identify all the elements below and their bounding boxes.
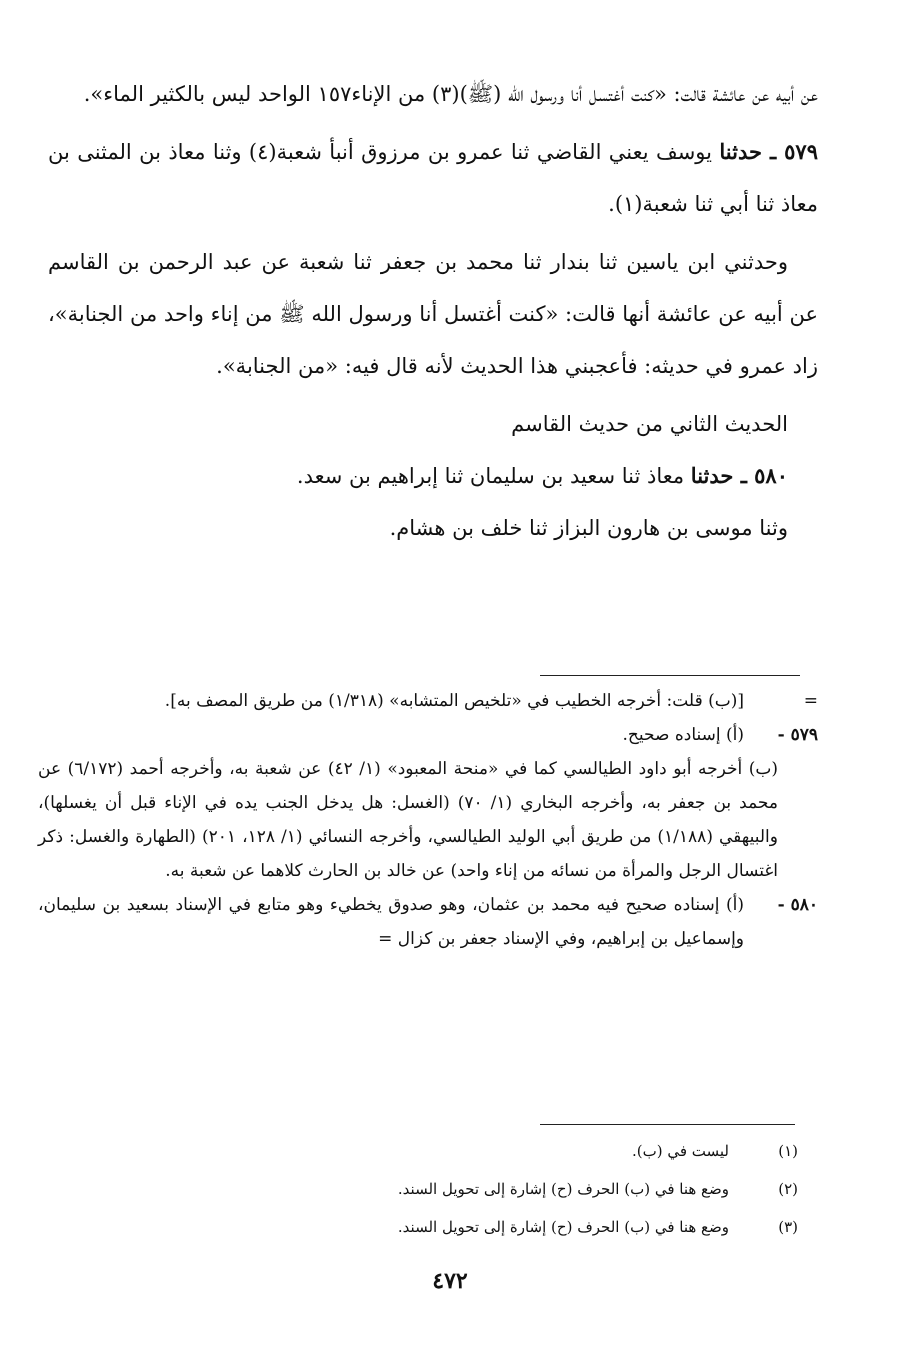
note-continuation — [38, 684, 818, 718]
note-579-a: (أ) إسناده صحيح. — [622, 725, 744, 745]
footnote-text: ليست في (ب). — [631, 1142, 729, 1160]
footnote-number: (٣) — [778, 1218, 798, 1236]
footnote-text: وضع هنا في (ب) الحرف (ح) إشارة إلى تحويل السند. — [397, 1180, 729, 1198]
hadith-579 — [48, 126, 818, 230]
hadith-579-number: ٥٧٩ ـ حدثنا — [719, 139, 818, 164]
footnotes — [238, 1132, 798, 1246]
note-continuation-text: [(ب) قلت: أخرجه الخطيب في «تلخيص المتشابه» (١/٣١٨) من طريق المصف به]. — [164, 691, 744, 711]
continuation-mark: = — [803, 691, 818, 711]
commentary-notes — [38, 684, 818, 956]
footnote-number: (١) — [778, 1142, 798, 1160]
note-580-number: ٥٨٠ - — [777, 895, 818, 915]
section-heading: الحديث الثاني من حديث القاسم — [511, 412, 788, 436]
footnote — [238, 1208, 798, 1246]
hadith-579-text: يوسف يعني القاضي ثنا عمرو بن مرزوق أنبأ شعبة(٤) وثنا معاذ بن المثنى بن معاذ ثنا أبي ثنا شعبة(١). — [48, 140, 818, 216]
paragraph-musa: وثنا موسى بن هارون البزاز ثنا خلف بن هشام. — [389, 516, 788, 540]
note-579-b-row — [38, 752, 818, 888]
main-text — [48, 68, 818, 554]
footnote-divider — [540, 1124, 795, 1125]
page-number: ٤٧٢ — [432, 1268, 468, 1294]
hadith-580 — [48, 450, 818, 502]
note-579-number: ٥٧٩ - — [777, 725, 818, 745]
footnote-text: وضع هنا في (ب) الحرف (ح) إشارة إلى تحويل السند. — [397, 1218, 729, 1236]
footnote — [238, 1170, 798, 1208]
note-579-b: (ب) أخرجه أبو داود الطيالسي كما في «منحة المعبود» (١/ ٤٢) عن شعبة به، وأخرجه أحمد (٦/١٧٢) عن محمد بن جعفر به، وأخرجه البخاري (١/ ٧٠) (الغسل: هل يدخل الجنب يده في الإناء قبل أن يغسلها)، والبيهقي (١/١٨٨) من طريق أبي الوليد الطيالسي، وأخرجه النسائي (١/ ١٢٨، ٢٠١) (الطهارة والغسل: ذكر اغتسال الرجل والمرأة من نسائه من إناء واحد) عن خالد بن الحارث كلاهما عن شعبة به. — [38, 759, 778, 881]
main-divider — [540, 675, 800, 676]
note-580-a: (أ) إسناده صحيح فيه محمد بن عثمان، وهو صدوق يخطيء وهو متابع في الإسناد بسعيد بن سليمان، وإسماعيل بن إبراهيم، وفي الإسناد جعفر بن كزال = — [38, 895, 744, 949]
paragraph-ibn-yasin: وحدثني ابن ياسين ثنا بندار ثنا محمد بن جعفر ثنا شعبة عن عبد الرحمن بن القاسم عن أبيه عن عائشة أنها قالت: «كنت أغتسل أنا ورسول الله ﷺ من إناء واحد من الجنابة»، زاد عمرو في حديثه: فأعجبني هذا الحديث لأنه قال فيه: «من الجنابة». — [48, 250, 818, 378]
hadith-580-text: معاذ ثنا سعيد بن سليمان ثنا إبراهيم بن سعد. — [296, 464, 685, 488]
paragraph-aisha-narration: عن أبيه عن عائشة قالت: «كنت أغتسل أنا ورسول الله (ﷺ)(٣) من الإناء١٥٧ الواحد ليس بالكثير الماء». — [83, 82, 818, 106]
note-580 — [38, 888, 818, 956]
note-579 — [38, 718, 818, 752]
hadith-580-number: ٥٨٠ ـ حدثنا — [690, 463, 788, 488]
footnote-number: (٢) — [778, 1180, 798, 1198]
footnote — [238, 1132, 798, 1170]
